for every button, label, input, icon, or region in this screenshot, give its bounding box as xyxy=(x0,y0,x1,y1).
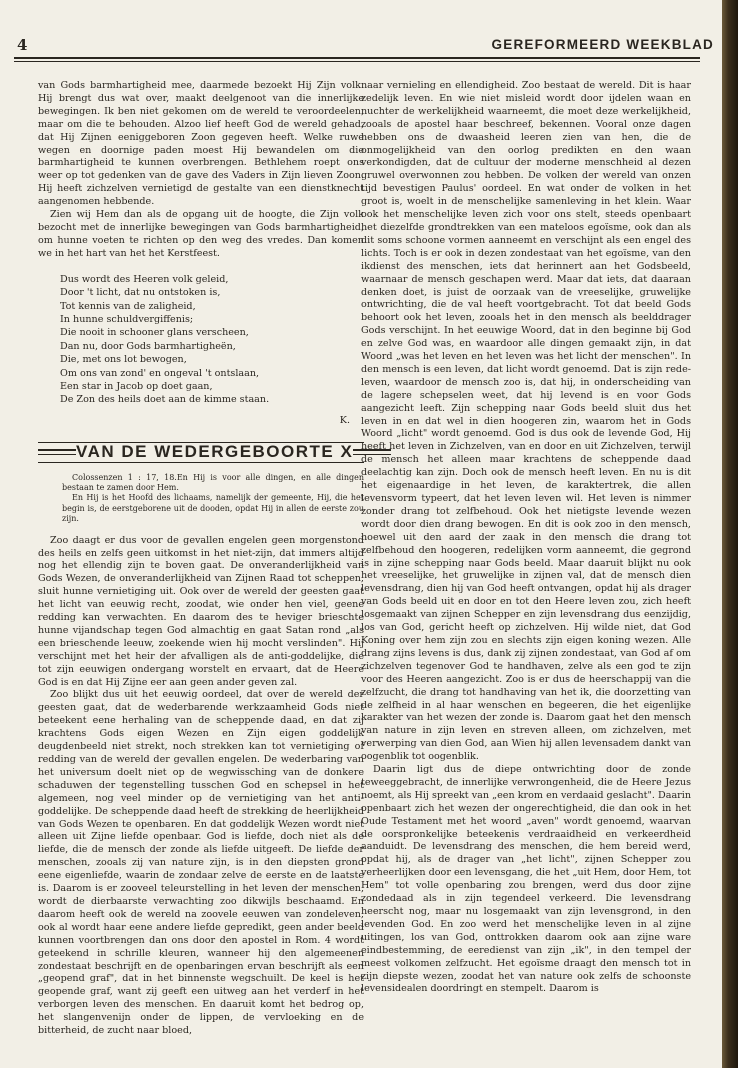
left-column xyxy=(38,80,364,1038)
header-rule xyxy=(14,57,700,59)
body-paragraph: Daarin ligt dus de diepe ontwrichting door de zonde teweeggebracht, de innerlijke verwrongenheid, die de Heere Jezus noemt, als Hij spreekt van „een krom en verdaaid geslacht". Daarin openbaart zich het wezen der ongerechtigheid, die dan ook in het Oude Testament met het woord „aven" wordt genoemd, waarvan de oorspronkelijke beteekenis verdraaidheid en verkeerdheid aanduidt. De levensdrang des menschen, die hem bereid werd, opdat hij, als de drager van „het licht", zijnen Schepper zou verheerlijken door een levensgang, die het „uit Hem, door Hem, tot Hem" tot volle openbaring zou brengen, werd dus door zijne zondedaad als in zijn tegendeel verkeerd. Die levensdrang heerscht nog, maar nu losgemaakt van zijn levensgrond, in den levenden God. En zoo werd het menschelijke leven in al zijne uitingen, los van God, onttrokken daarom ook aan zijne ware eindbestemming, de eeredienst van zijn „ik", in den tempel der meest volkomen zelfzucht. Het egoïsme draagt den mensch tot in zijn diepste wezen, zoodat het van nature ook zelfs de schoonste levensidealen doordringt en stempelt. Daarom is xyxy=(361,764,691,995)
right-column xyxy=(361,80,691,996)
page-number: 4 xyxy=(17,36,28,54)
poem-line: Door 't licht, dat nu ontstoken is, xyxy=(60,287,221,299)
poem-line: Tot kennis van de zaligheid, xyxy=(60,300,196,312)
poem xyxy=(60,273,364,407)
intro-paragraph: van Gods barmhartigheid mee, daarmede bezoekt Hij Zijn volk. Hij brengt dus wat over, maakt deelgenoot van die innerlijke bewegingen. Ik ben niet gekomen om de wereld te veroordeelen, maar om die te behouden. Alzoo lief heeft God de wereld gehad, dat Hij Zijnen eeniggeboren Zoon gegeven heeft. Welke ruwe wegen en doornige paden moest Hij bewandelen om die barmhartigheid te kunnen overbrengen. Bethlehem roept ons weer op tot gedenken van de gave des Vaders in Zijn lieven Zoon. Hij heeft zichzelven vernietigd de gestalte van een dienstknecht aangenomen hebbende. xyxy=(38,80,364,208)
poem-line: In hunne schuldvergiffenis; xyxy=(60,313,194,325)
publication-title: GEREFORMEERD WEEKBLAD xyxy=(491,37,714,52)
epigraph-verse: Colossenzen 1 : 17, 18.En Hij is voor alle dingen, en alle dingen bestaan te zamen door Hem. xyxy=(62,472,364,492)
poem-line: Dus wordt des Heeren volk geleid, xyxy=(60,273,229,285)
intro-paragraph: Zien wij Hem dan als de opgang uit de hoogte, die Zijn volk bezocht met de innerlijke bewegingen van Gods barmhartigheid, om hunne voeten te richten op den weg des vredes. Dan komen we in het hart van het het Kerstfeest. xyxy=(38,209,364,259)
body-paragraph: Zoo daagt er dus voor de gevallen engelen geen morgenstond des heils en zelfs geen uitkomst in het niet-zijn, dat immers altijd nog het ellendig zijn te boven gaat. De onveranderlijkheid van Gods Wezen, de onveranderlijkheid van Zijnen Raad tot scheppen, sluit hunne vernietiging uit. Ook over de wereld der geesten gaat het licht van eeuwig recht, zoodat, wie onder hen viel, geene redding kan verwachten. En daarom des te heviger brieschte hunne vijandschap tegen God almachtig en gaat Satan rond „als een brieschende leeuw, zoekende wien hij mocht verslinden". Hij verschijnt met het heir der afvalligen als de anti-goddelijke, die tot zijn eeuwigen ondergang worstelt en ervaart, dat de Heere God is en dat Hij Zijne eer aan geen ander geven zal. xyxy=(38,534,364,688)
article-heading xyxy=(38,442,364,463)
poem-line: De Zon des heils doet aan de kimme staan. xyxy=(60,394,270,406)
epigraph xyxy=(62,473,364,525)
poem-line: Die, met ons lot bewogen, xyxy=(60,354,187,366)
heading-ornament-left xyxy=(38,449,76,455)
author-signature: K. xyxy=(339,414,350,426)
header-rule-thin xyxy=(14,61,700,62)
epigraph-verse: En Hij is het Hoofd des lichaams, namelijk der gemeente, Hij, die het begin is, de eerstgeborene uit de dooden, opdat Hij in allen de eerste zou zijn. xyxy=(62,493,364,524)
poem-line: Dan nu, door Gods barmhartigheën, xyxy=(60,340,236,352)
poem-line: Die nooit in schooner glans verscheen, xyxy=(60,327,249,339)
poem-line: Een star in Jacob op doet gaan, xyxy=(60,380,213,392)
body-paragraph: Zoo blijkt dus uit het eeuwig oordeel, dat over de wereld der geesten gaat, dat de wederbarende werkzaamheid Gods niet beteekent eene herhaling van de scheppende daad, en dat zij krachtens Gods eigen Wezen en Zijn eigen goddelijk deugdenbeeld niet strekt, noch strekken kan tot vernietiging of redding van de wereld der gevallen engelen. De wederbaring van het universum doelt niet op de wegwissching van de donkere schaduwen der tegenstelling tusschen God en schepsel in het algemeen, nog veel minder op de vernietiging van het anti-goddelijke. De scheppende daad heeft de strekking de heerlijkheid van Gods Wezen te openbaren. En dat goddelijk Wezen wordt niet alleen uit Zijne liefde openbaar. God is liefde, doch niet als de liefde, die de mensch der zonde als liefde uitgeeft. De liefde der menschen, zooals zij van nature zijn, is in den diepsten grond eene eigenliefde, waarin de zondaar zelve de eerste en de laatste is. Daarom is er zooveel teleurstelling in het leven der menschen, wordt de dierbaarste verwachting zoo dikwijls beschaamd. En daarom heeft ook de wereld na zoovele eeuwen van zondeleven, ook al wordt haar eene andere liefde gepredikt, geen ander beeld kunnen voortbrengen dan ons door den apostel in Rom. 4 wordt geteekend in schrille kleuren, wanneer hij den algemeenen zondestaat beschrijft en de openbaringen ervan beschrijft als een „geopend graf", dat in het binnenste wegschuilt. De keel is het geopende graf, want zij geeft een uitweg aan het verderf in het verborgen leven des menschen. En daaruit komt het bedrog op, het slangenvenijn onder de lippen, de vervloeking en de bitterheid, de zucht naar bloed, xyxy=(38,689,364,1037)
body-paragraph: naar vernieling en ellendigheid. Zoo bestaat de wereld. Dit is haar zedelijk leven. En wie niet misleid wordt door ijdelen waan en nuchter de werkelijkheid waarneemt, die moet deze werkelijkheid, zooals de apostel haar beschreef, bekennen. Vooral onze dagen hebben ons de dwaasheid leeren zien van hen, die de onmogelijkheid van den oorlog predikten en den waan verkondigden, dat de cultuur der moderne menschheid al dezen gruwel overwonnen zou hebben. De volken der wereld van onzen tijd bevestigen Paulus' oordeel. En wat onder de volken in het groot is, woelt in de menschelijke samenleving in het klein. Waar ook het menschelijke leven zich voor ons stelt, steeds openbaart het diezelfde grondtrekken van een mateloos egoïsme, ook dan als dit soms schoone vormen aanneemt en verschijnt als een engel des lichts. Toch is er ook in dezen zondestaat van het egoïsme, van den ikdienst des menschen, iets dat herinnert aan het Godsbeeld, waarnaar de mensch geschapen werd. Maar dat iets, dat daaraan denken doet, is juist de oorzaak van de vreeselijke, gruwelijke ontwrichting, die de val heeft voortgebracht. Tot dat beeld Gods behoort ook het leven, zooals het in den mensch als beelddrager Gods verschijnt. In het eeuwige Woord, dat in den beginne bij God en zelve God was, en waardoor alle dingen gemaakt zijn, in dat Woord „was het leven en het leven was het licht der menschen". In den mensch is een leven, dat licht wordt genoemd. Dat is zijn rede-leven, waardoor de mensch zoo is, dat hij, in onderscheiding van de lagere schepselen weet, dat hij levend is en voor Gods aangezicht leeft. Zijn schepping naar Gods beeld sluit dus het leven in en dat wel in dien hoogeren zin, waarom het in Gods Woord „licht" wordt genoemd. God is dus ook de levende God, Hij heeft het leven in Zichzelven, van en door en uit Zichzelven, terwijl de mensch het alleen maar krachtens de scheppende daad deelachtig kan zijn. Doch ook de mensch heeft leven. En nu is dit het eigenaardige in het leven, de karaktertrek, die allen levensvorm typeert, dat het leven leven wil. Het leven is nimmer zonder drang tot zelfbehoud. Ook het nietigste levende wezen wordt door dien drang bewogen. En dit is ook zoo in den mensch, hoewel uit den aard der zaak in den mensch die drang tot zelfbehoud den hoogeren, redelijken vorm aanneemt, die gegrond is in zijne schepping naar Gods beeld. Maar daaruit blijkt nu ook het vreeselijke, het gruwelijke in zijnen val, dat de mensch dien levensdrang, dien hij van God heeft ontvangen, opdat hij als drager van Gods beeld uit en door en tot den Heere leven zou, zich heeft losgemaakt van zijnen Schepper en zijn levensdrang dus eenzijdig, los van God, gericht heeft op zichzelven. Hij wilde niet, dat God Koning over hem zijn zou en slechts zijn eigen koning wezen. Alle drang zijns levens is dus, dank zij zijnen zondestaat, van God af om zichzelven tegenover God te handhaven, zelve als een god te zijn voor des Heeren aangezicht. Zoo is er dus de heerschappij van die zelfzucht, die drang tot handhaving van het ik, die doorzetting van de zelfheid in al haar wenschen en begeeren, die het eigenlijke karakter van het wezen der zonde is. Daarom gaat het den mensch van nature in zijn leven en streven alleen, om zichzelven, met verwerping van dien God, aan Wien hij allen levensadem dankt van oogenblik tot oogenblik. xyxy=(361,80,691,763)
article-title: VAN DE WEDERGEBOORTE X xyxy=(76,441,354,461)
poem-line: Om ons van zond' en ongeval 't ontslaan, xyxy=(60,367,260,379)
page-binding-edge xyxy=(722,0,738,1068)
